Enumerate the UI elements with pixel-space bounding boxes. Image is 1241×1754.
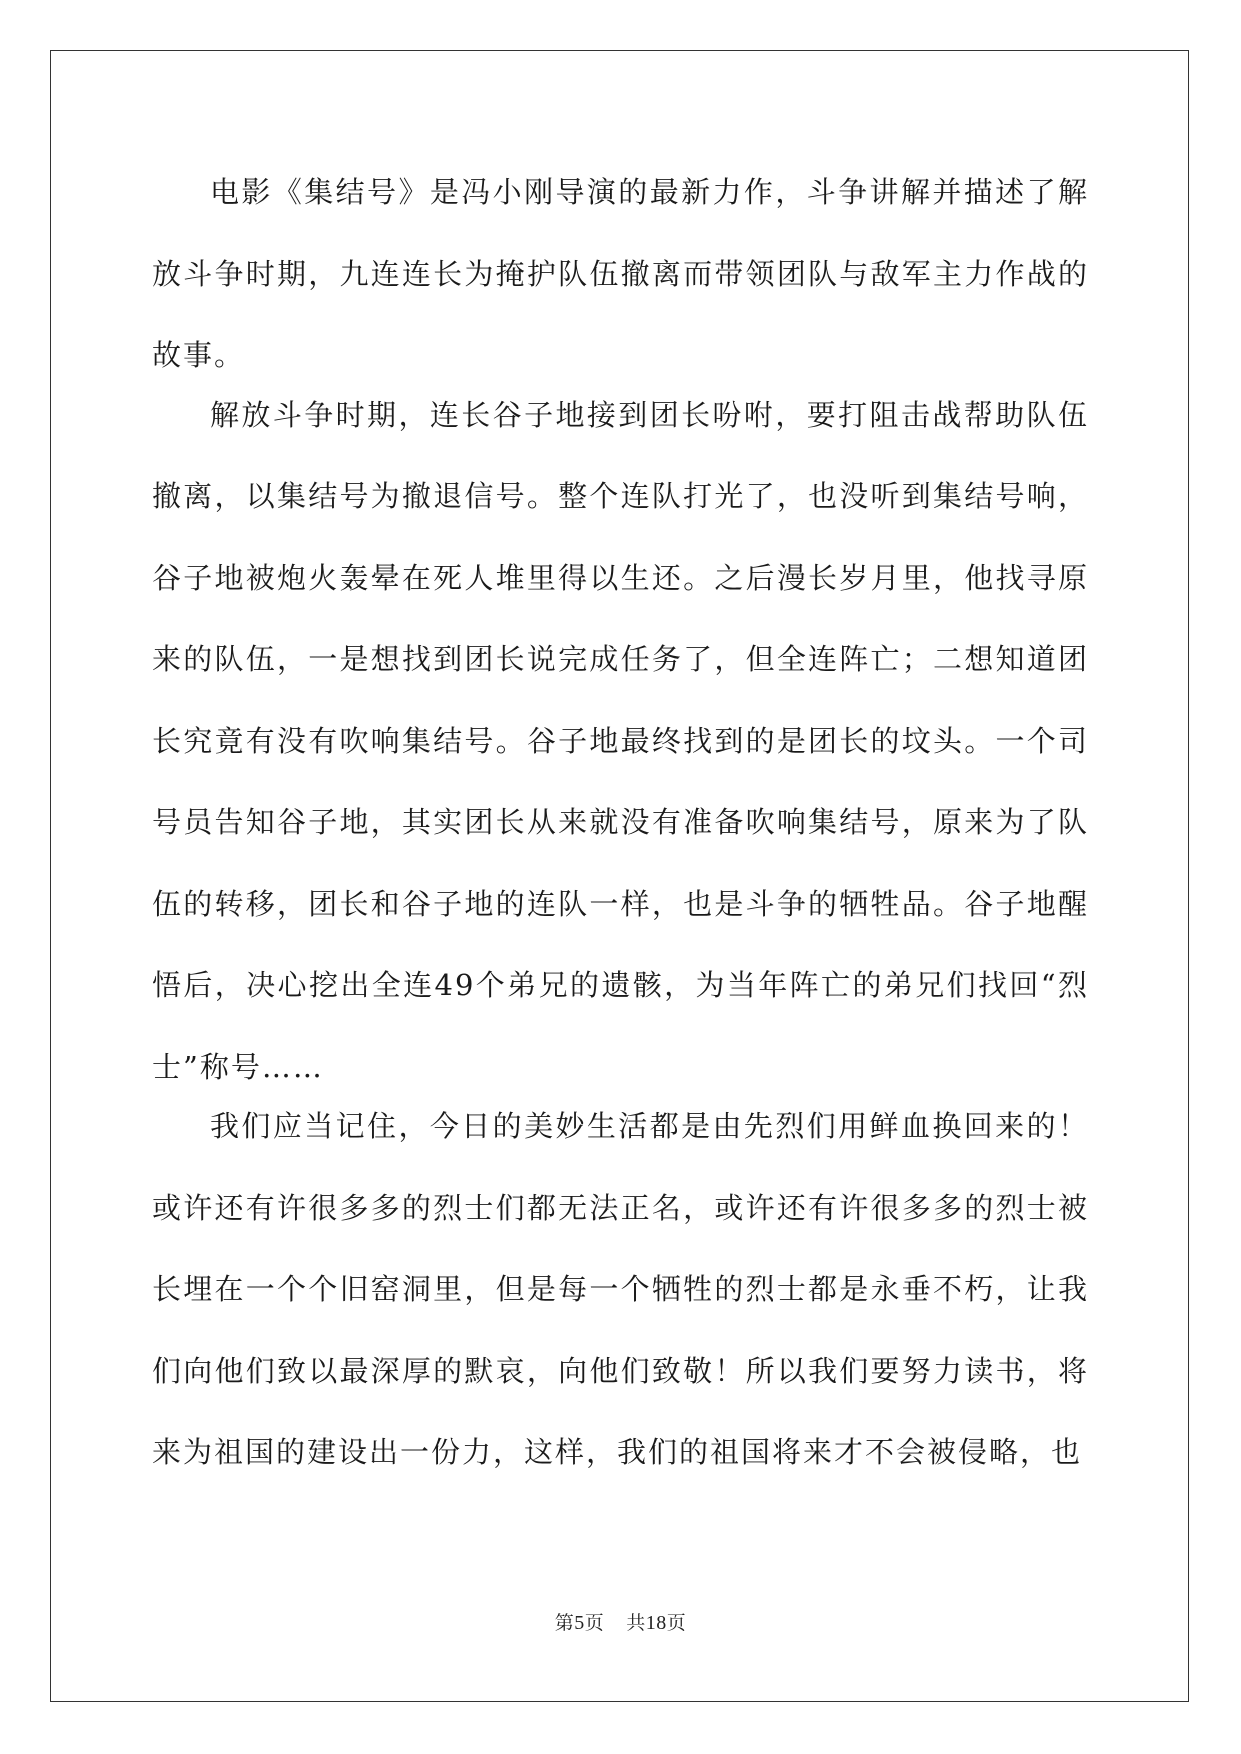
paragraph-3: 我们应当记住，今日的美妙生活都是由先烈们用鲜血换回来的！或许还有许很多多的烈士们都无法正名，或许还有许很多多的烈士被长埋在一个个旧窑洞里，但是每一个牺牲的烈士都是永垂不朽，让我们向他们致以最深厚的默哀，向他们致敬！所以我们要努力读书，将来为祖国的建设出一份力，这样，我们的祖国将来才不会被侵略，也 (152, 1109, 1089, 1469)
total-prefix: 共 (626, 1612, 646, 1634)
total-suffix: 页 (666, 1612, 687, 1634)
page-suffix: 页 (584, 1612, 605, 1634)
total-pages: 18 (645, 1612, 667, 1634)
page-number: 5 (574, 1612, 585, 1634)
document-body (152, 152, 1089, 1494)
paragraph-2: 解放斗争时期，连长谷子地接到团长吩咐，要打阻击战帮助队伍撤离，以集结号为撤退信号。整个连队打光了，也没听到集结号响，谷子地被炮火轰晕在死人堆里得以生还。之后漫长岁月里，他找寻原来的队伍，一是想找到团长说完成任务了，但全连阵亡；二想知道团长究竟有没有吹响集结号。谷子地最终找到的是团长的坟头。一个司号员告知谷子地，其实团长从来就没有准备吹响集结号，原来为了队伍的转移，团长和谷子地的连队一样，也是斗争的牺牲品。谷子地醒悟后，决心挖出全连49个弟兄的遗骸，为当年阵亡的弟兄们找回“烈士”称号…… (152, 397, 1089, 1084)
paragraph-1: 电影《集结号》是冯小刚导演的最新力作，斗争讲解并描述了解放斗争时期，九连连长为掩护队伍撤离而带领团队与敌军主力作战的故事。 (152, 175, 1089, 372)
page-prefix: 第 (554, 1612, 575, 1634)
page-footer (0, 1608, 1241, 1635)
